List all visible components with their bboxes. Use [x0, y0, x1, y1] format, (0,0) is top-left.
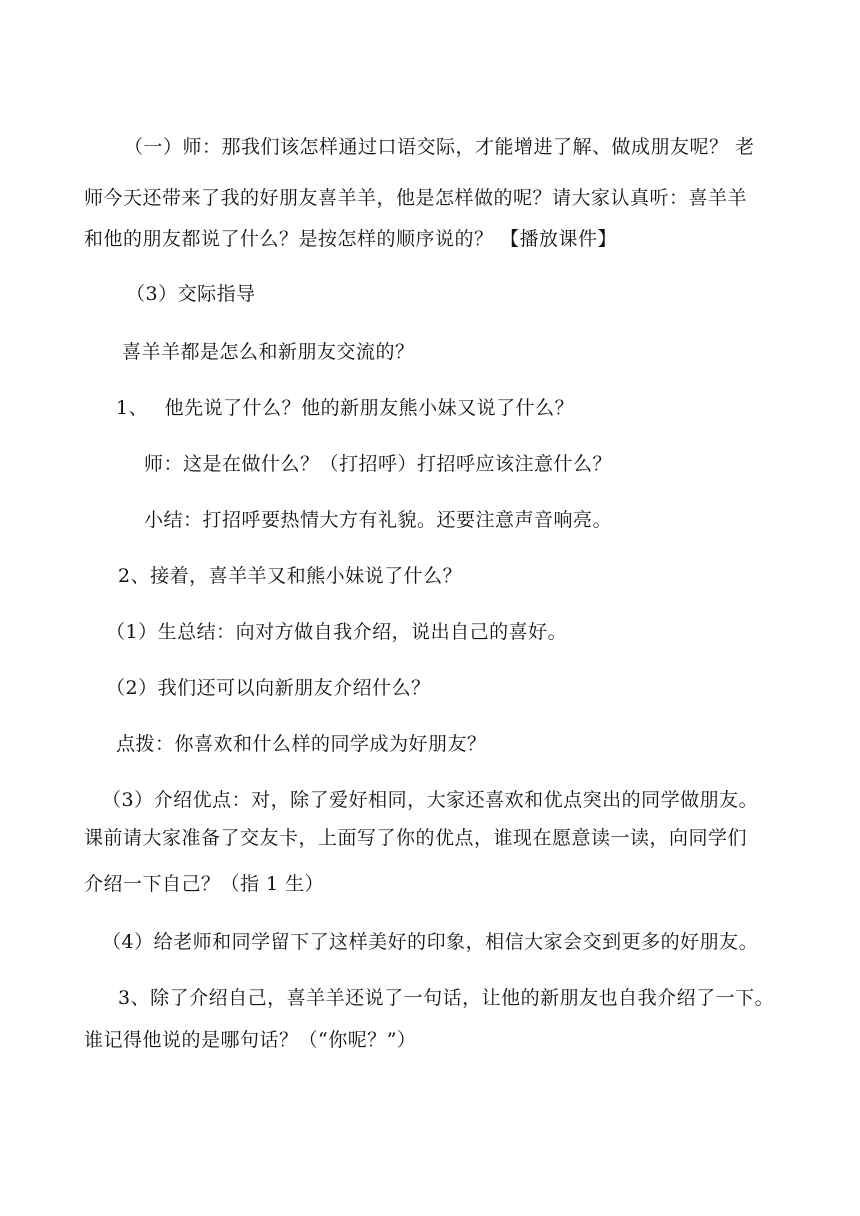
paragraph-1-line-1: （一）师：那我们该怎样通过口语交际，才能增进了解、做成朋友呢？ 老 [124, 136, 755, 158]
section-heading: （3）交际指导 [126, 283, 256, 305]
summary-line: 小结：打招呼要热情大方有礼貌。还要注意声音响亮。 [144, 509, 613, 531]
item-2: 2、接着，喜羊羊又和熊小妹说了什么？ [118, 565, 463, 587]
sub-item-3-line-1: （3）介绍优点：对，除了爱好相同，大家还喜欢和优点突出的同学做朋友。 [102, 789, 759, 811]
item-1: 1、 他先说了什么？他的新朋友熊小妹又说了什么？ [116, 397, 575, 419]
sub-item-2: （2）我们还可以向新朋友介绍什么？ [106, 677, 431, 699]
sub-item-1: （1）生总结：向对方做自我介绍，说出自己的喜好。 [106, 621, 568, 643]
hint-line: 点拨：你喜欢和什么样的同学成为好朋友？ [116, 733, 487, 755]
sub-item-4: （4）给老师和同学留下了这样美好的印象，相信大家会交到更多的好朋友。 [102, 931, 759, 953]
paragraph-1-line-3: 和他的朋友都说了什么？是按怎样的顺序说的？ 【播放课件】 [84, 228, 618, 250]
sub-item-3-line-2: 课前请大家准备了交友卡，上面写了你的优点，谁现在愿意读一读，向同学们 [84, 827, 748, 849]
item-3-line-2: 谁记得他说的是哪句话？（“你呢？”） [84, 1029, 417, 1051]
item-3-line-1: 3、除了介绍自己，喜羊羊还说了一句话，让他的新朋友也自我介绍了一下。 [118, 987, 775, 1009]
sub-item-3-line-3: 介绍一下自己？（指 1 生） [84, 873, 325, 895]
question-line: 喜羊羊都是怎么和新朋友交流的？ [122, 341, 415, 363]
teacher-question: 师：这是在做什么？（打招呼）打招呼应该注意什么？ [144, 453, 613, 475]
paragraph-1-line-2: 师今天还带来了我的好朋友喜羊羊，他是怎样做的呢？请大家认真听：喜羊羊 [84, 187, 748, 209]
